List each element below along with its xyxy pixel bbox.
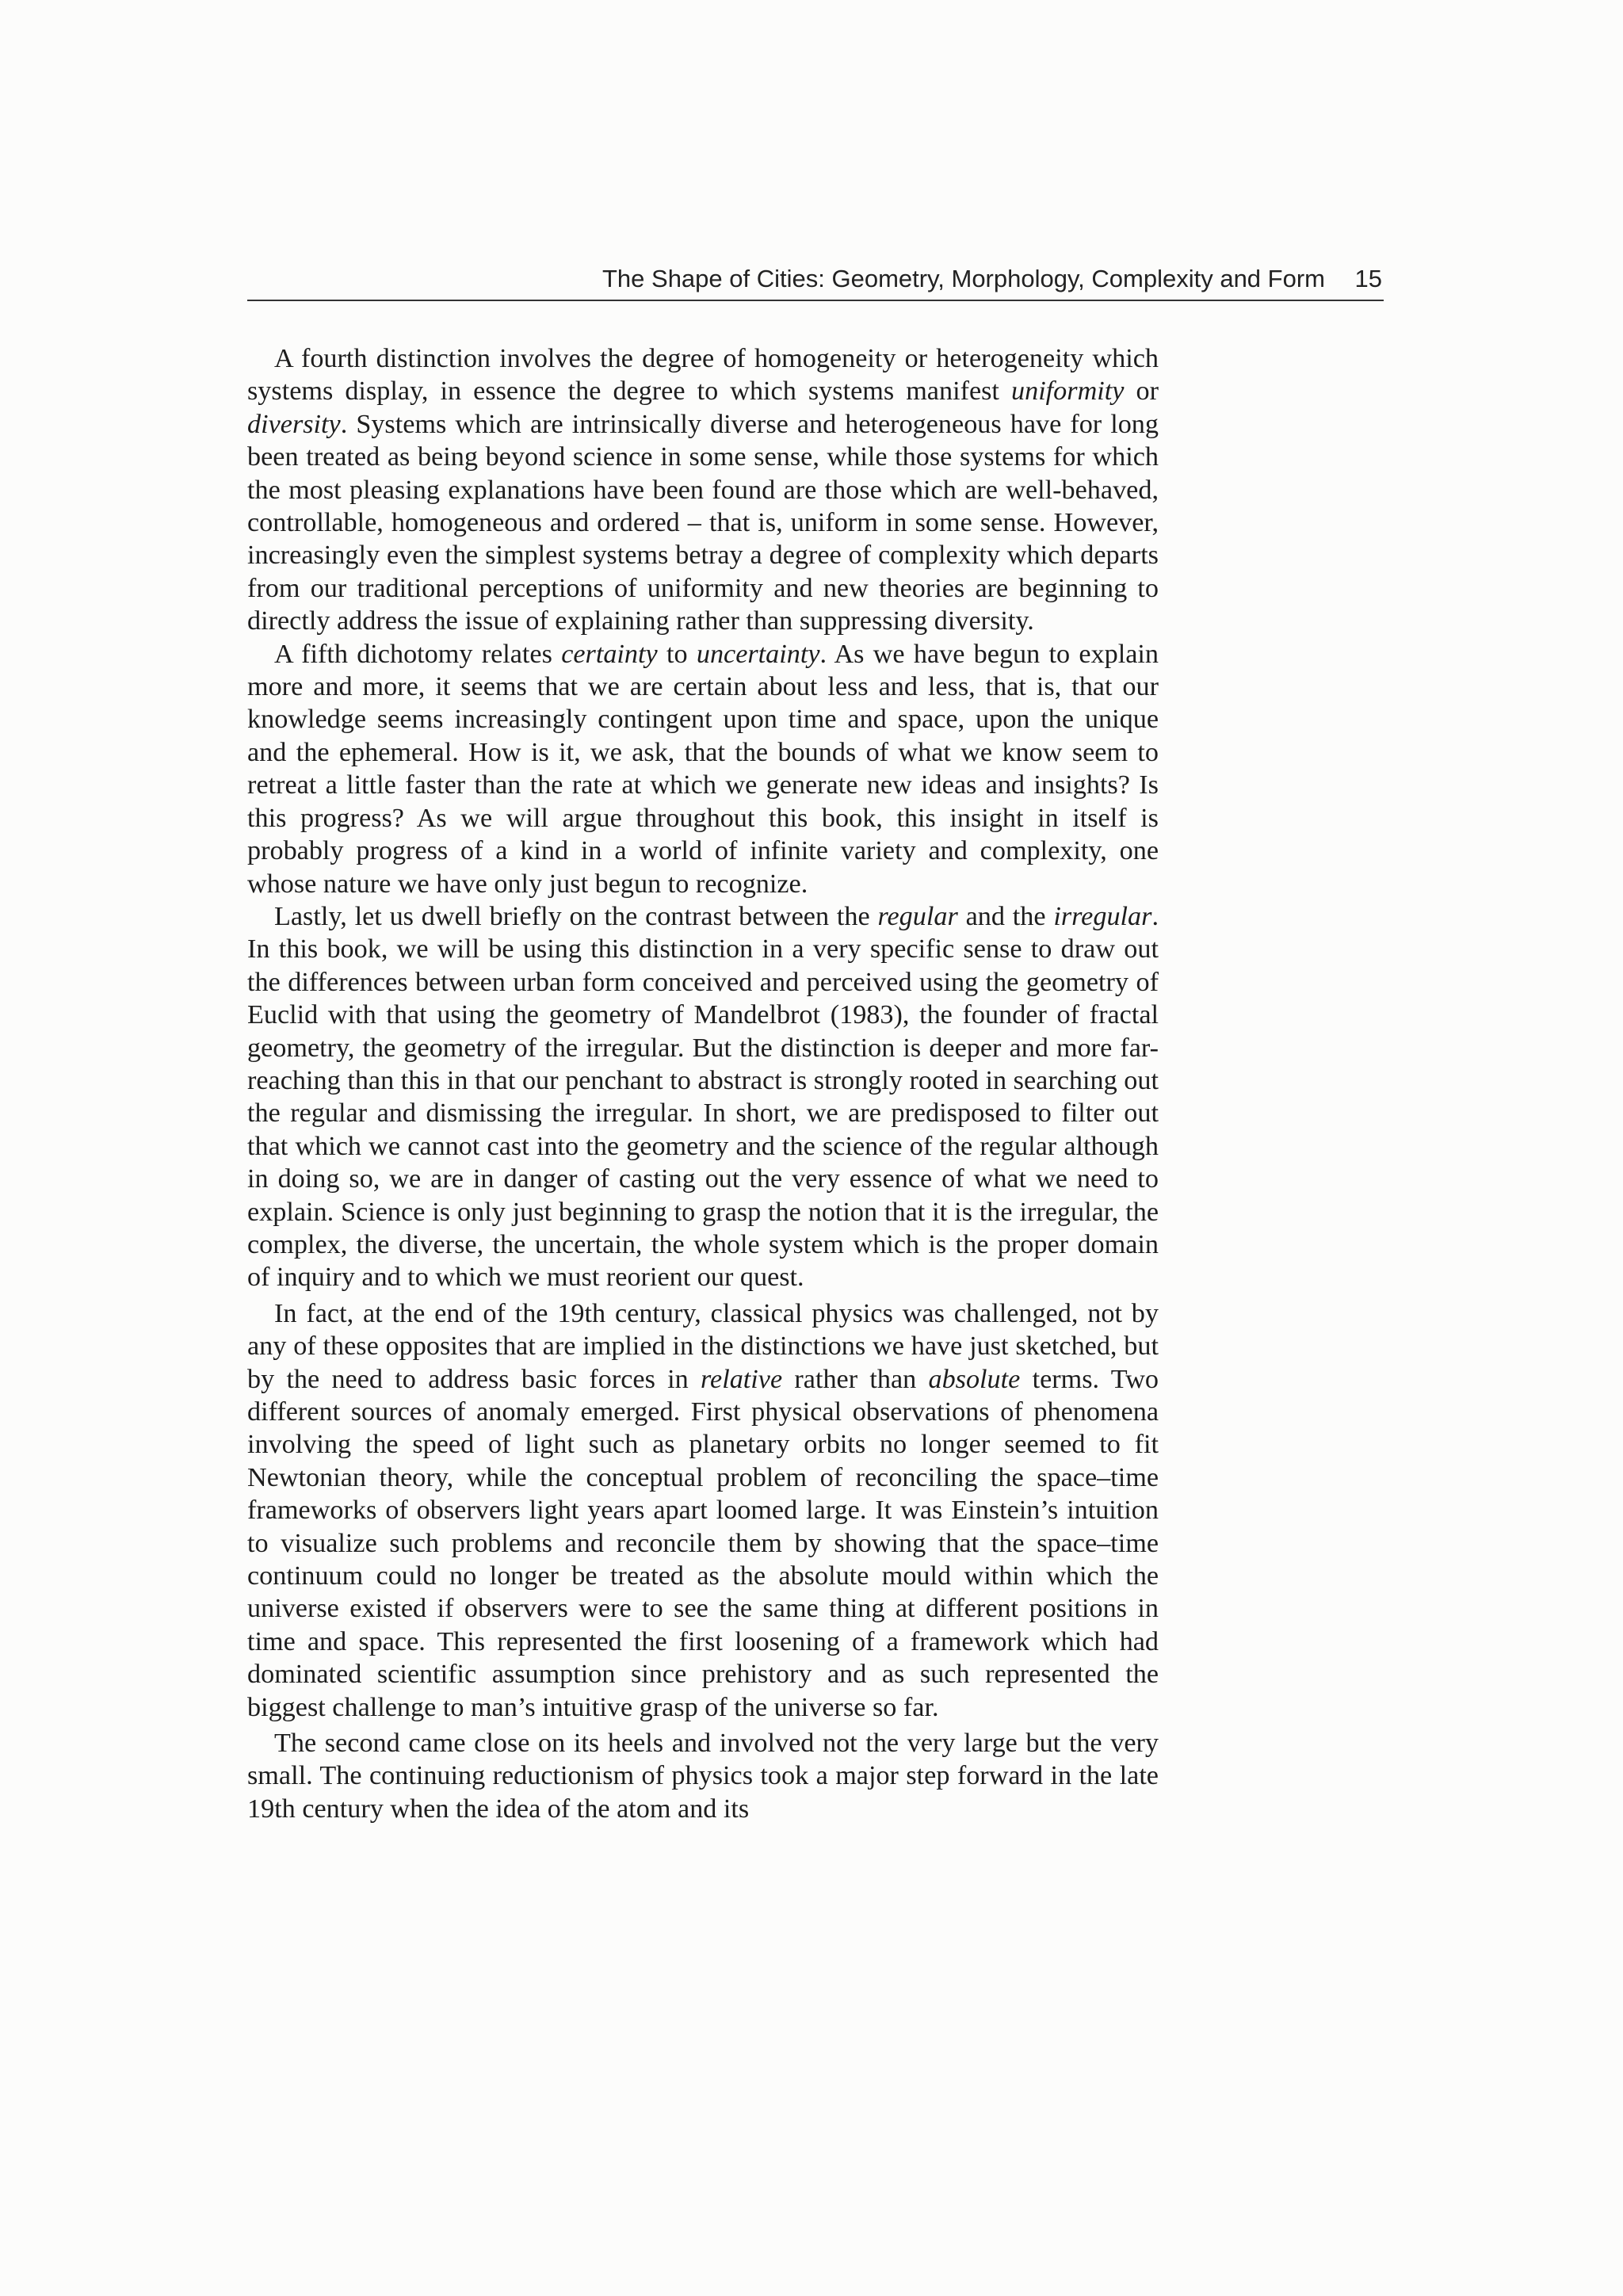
emphasis-run: certainty: [561, 639, 658, 669]
text-run: or: [1124, 376, 1159, 407]
text-run: to: [657, 639, 697, 669]
text-run: A fourth distinction involves the degree of homogeneity or heterogeneity which systems display, in essence the degree to which systems manifest: [247, 344, 1159, 407]
paragraph: [247, 342, 1159, 638]
emphasis-run: regular: [877, 901, 958, 931]
emphasis-run: irregular: [1053, 901, 1152, 931]
text-run: terms. Two different sources of anomaly emerged. First physical observations of phenomena involving the speed of light such as planetary orbits no longer seemed to fit Newtonian theory, while the conceptual problem of reconciling the space–time frameworks of observers light years apart loomed large. It was Einstein’s intuition to visualize such problems and reconcile them by showing that the space–time continuum could no longer be treated as the absolute mould within which the universe existed if observers were to see the same thing at different positions in time and space. This represented the first loosening of a framework which had dominated scientific assumption since prehistory and as such represented the biggest challenge to man’s intuitive grasp of the universe so far.: [247, 1364, 1159, 1722]
running-header: [247, 265, 1384, 301]
paragraph: [247, 1297, 1159, 1724]
emphasis-run: diversity: [247, 409, 341, 439]
text-run: . Systems which are intrinsically diverse and heterogeneous have for long been treated as being beyond science in some sense, while those systems for which the most pleasing explanations have been found are those which are well-behaved, controllable, homogeneous and ordered – that is, uniform in some sense. However, increasingly even the simplest systems betray a degree of complexity which departs from our traditional perceptions of uniformity and new theories are beginning to directly address the issue of explaining rather than suppressing diversity.: [247, 409, 1159, 636]
text-run: A fifth dichotomy relates: [274, 639, 562, 669]
body-text: [247, 342, 1159, 1825]
paragraph: [247, 638, 1159, 900]
running-title: The Shape of Cities: Geometry, Morphology, Complexity and Form: [601, 265, 1325, 292]
emphasis-run: relative: [700, 1364, 783, 1394]
emphasis-run: absolute: [928, 1364, 1021, 1394]
text-run: . In this book, we will be using this distinction in a very specific sense to draw out the differences between urban form conceived and perceived using the geometry of Euclid with that using the geometry of Mandelbrot (1983), the founder of fractal geometry, the geometry of the irregular. But the distinction is deeper and more far-reaching than this in that our penchant to abstract is strongly rooted in searching out the regular and dismissing the irregular. In short, we are predisposed to filter out that which we cannot cast into the geometry and the science of the regular although in doing so, we are in danger of casting out the very essence of what we need to explain. Science is only just beginning to grasp the notion that it is the irregular, the complex, the diverse, the uncertain, the whole system which is the proper domain of inquiry and to which we must reorient our quest.: [247, 901, 1159, 1293]
emphasis-run: uniformity: [1011, 376, 1125, 407]
text-run: . As we have begun to explain more and more, it seems that we are certain about less and less, that is, that our knowledge seems increasingly contingent upon time and space, upon the unique and the ephemeral. How is it, we ask, that the bounds of what we know seem to retreat a little faster than the rate at which we generate new ideas and insights? Is this progress? As we will argue throughout this book, this insight in itself is probably progress of a kind in a world of infinite variety and complexity, one whose nature we have only just begun to recognize.: [247, 639, 1159, 899]
paragraph: [247, 900, 1159, 1294]
emphasis-run: uncertainty: [696, 639, 820, 669]
text-run: rather than: [782, 1364, 929, 1394]
paragraph: [247, 1727, 1159, 1825]
text-run: Lastly, let us dwell briefly on the contrast between the: [274, 901, 878, 931]
text-run: In fact, at the end of the 19th century, classical physics was challenged, not by any of these opposites that are implied in the distinctions we have just sketched, but by the need to address basic forces in: [247, 1298, 1159, 1394]
text-run: and the: [957, 901, 1054, 931]
page-number: 15: [1354, 265, 1382, 292]
text-run: The second came close on its heels and involved not the very large but the very small. The continuing reductionism of physics took a major step forward in the late 19th century when the idea of the atom and its: [247, 1729, 1159, 1824]
